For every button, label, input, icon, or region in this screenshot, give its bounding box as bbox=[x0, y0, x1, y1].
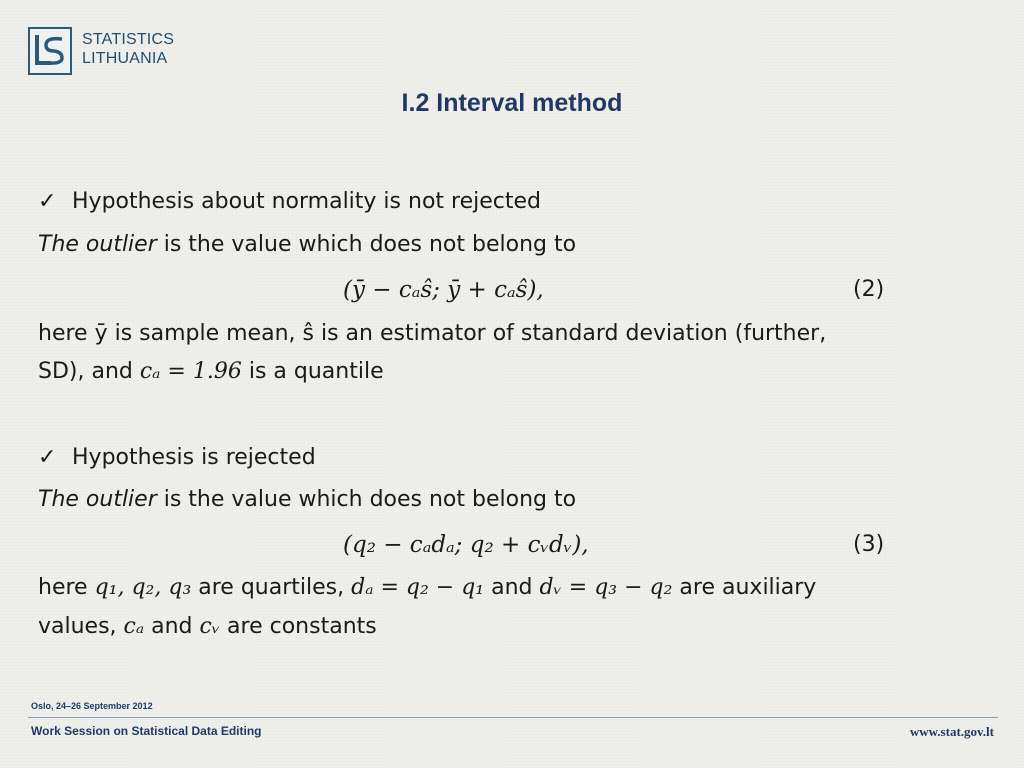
math-c-alpha: cₐ bbox=[123, 614, 145, 639]
outlier-definition bbox=[38, 485, 576, 515]
logo-text bbox=[82, 30, 174, 68]
constants-explanation bbox=[38, 612, 377, 642]
math-d-alpha: dₐ = q₂ − q₁ bbox=[351, 575, 485, 600]
outlier-text: is the value which does not belong to bbox=[156, 487, 577, 512]
text-part: are constants bbox=[220, 614, 377, 639]
logo-line2: LITHUANIA bbox=[82, 50, 168, 67]
text-part: values, bbox=[38, 614, 124, 639]
equation-number-2: (2) bbox=[853, 277, 885, 302]
logo-line1: STATISTICS bbox=[82, 31, 175, 48]
checkmark-icon: ✓ bbox=[38, 445, 57, 470]
math-c-v: cᵥ bbox=[199, 614, 221, 639]
text-part: here bbox=[38, 575, 95, 600]
outlier-text: is the value which does not belong to bbox=[156, 232, 577, 257]
text-part: are auxiliary bbox=[672, 575, 817, 600]
formula-2: (ȳ − cₐŝ; ȳ + cₐŝ), bbox=[343, 277, 544, 303]
statistics-lithuania-logo bbox=[28, 27, 198, 79]
bullet-rejected bbox=[38, 443, 316, 473]
outlier-definition bbox=[38, 230, 576, 260]
logo-mark-icon bbox=[28, 27, 72, 75]
footer-divider bbox=[28, 717, 998, 718]
text-part: and bbox=[144, 614, 200, 639]
here-explanation-line1: here ȳ is sample mean, ŝ is an estimator of standard deviation (further, bbox=[38, 321, 827, 346]
equation-number-3: (3) bbox=[853, 532, 885, 557]
slide-title: I.2 Interval method bbox=[401, 89, 623, 117]
footer-event-name: Work Session on Statistical Data Editing bbox=[31, 724, 262, 738]
math-d-v: dᵥ = q₃ − q₂ bbox=[539, 575, 673, 600]
outlier-term: The outlier bbox=[38, 487, 157, 512]
footer-website-link[interactable]: www.stat.gov.lt bbox=[909, 724, 994, 739]
formula-3: (q₂ − cₐdₐ; q₂ + cᵥdᵥ), bbox=[343, 532, 589, 558]
here-explanation-line2 bbox=[38, 357, 384, 387]
text-part: SD), and bbox=[38, 359, 140, 384]
outlier-term: The outlier bbox=[38, 232, 157, 257]
footer-date: Oslo, 24–26 September 2012 bbox=[31, 701, 153, 711]
bullet-not-rejected bbox=[38, 187, 541, 217]
checkmark-icon: ✓ bbox=[38, 189, 57, 214]
bullet-text: Hypothesis is rejected bbox=[72, 445, 316, 470]
bullet-text: Hypothesis about normality is not rejected bbox=[72, 189, 541, 214]
text-part: are quartiles, bbox=[191, 575, 352, 600]
quartiles-explanation bbox=[38, 573, 816, 603]
math-c-alpha: cₐ = 1.96 bbox=[139, 359, 242, 384]
text-part: and bbox=[484, 575, 540, 600]
math-quartiles: q₁, q₂, q₃ bbox=[94, 575, 192, 600]
text-part: is a quantile bbox=[241, 359, 384, 384]
